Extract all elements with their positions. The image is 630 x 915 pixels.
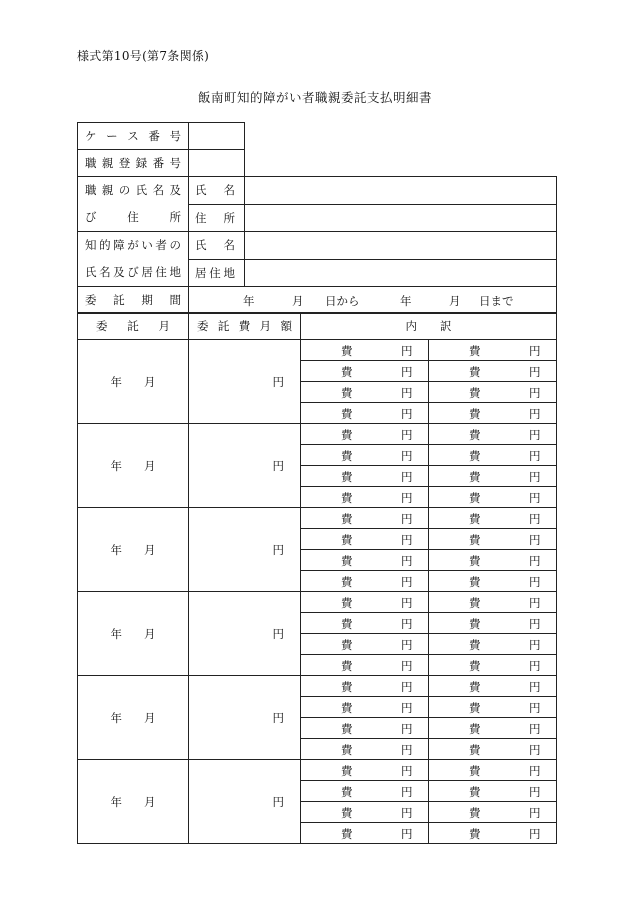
yen-unit: 円 (529, 722, 541, 736)
month-month-unit: 月 (144, 374, 156, 389)
yen-unit: 円 (529, 365, 541, 379)
period-month-1: 月 (292, 294, 304, 308)
fee-label: 費 (341, 491, 353, 505)
breakdown-cell[interactable] (429, 718, 557, 739)
month-cell[interactable] (78, 508, 189, 592)
yen-unit: 円 (529, 743, 541, 757)
month-cell[interactable] (78, 424, 189, 508)
month-month-unit: 月 (144, 710, 156, 725)
yen-unit: 円 (401, 575, 413, 589)
yen-unit: 円 (401, 806, 413, 820)
period-until: 日まで (479, 294, 514, 308)
yen-unit: 円 (401, 554, 413, 568)
breakdown-cell[interactable] (301, 424, 429, 445)
fee-label: 費 (341, 701, 353, 715)
fee-label: 費 (341, 764, 353, 778)
document-title: 飯南町知的障がい者職親委託支払明細書 (197, 90, 432, 105)
yen-unit: 円 (401, 386, 413, 400)
yen-unit: 円 (401, 638, 413, 652)
case-number-field[interactable] (189, 123, 245, 150)
fee-label: 費 (341, 533, 353, 547)
breakdown-cell[interactable] (301, 697, 429, 718)
fee-label: 費 (469, 785, 481, 799)
case-number-label: ケ ー ス 番 号 (78, 123, 189, 150)
month-year-unit: 年 (110, 458, 122, 473)
yen-unit: 円 (529, 785, 541, 799)
breakdown-cell[interactable] (301, 739, 429, 760)
fee-label: 費 (341, 386, 353, 400)
breakdown-cell[interactable] (429, 529, 557, 550)
period-year-2: 年 (400, 294, 412, 308)
fee-label: 費 (341, 470, 353, 484)
breakdown-cell[interactable] (429, 424, 557, 445)
fee-label: 費 (469, 743, 481, 757)
breakdown-cell[interactable] (429, 466, 557, 487)
yen-unit: 円 (401, 701, 413, 715)
header-table (77, 122, 557, 314)
breakdown-cell[interactable] (301, 655, 429, 676)
fee-label: 費 (469, 575, 481, 589)
breakdown-cell[interactable] (429, 676, 557, 697)
yen-unit: 円 (529, 470, 541, 484)
fee-label: 費 (341, 827, 353, 841)
fee-label: 費 (341, 785, 353, 799)
yen-unit: 円 (529, 701, 541, 715)
disabled-person-label: 知 的 障 が い 者 の 氏 名 及 び 居 住 地 (78, 232, 189, 287)
yen-unit: 円 (529, 827, 541, 841)
fee-label: 費 (341, 806, 353, 820)
breakdown-cell[interactable] (429, 340, 557, 361)
breakdown-cell[interactable] (301, 508, 429, 529)
period-year-1: 年 (243, 294, 255, 308)
monthly-fee-cell[interactable]: 円 (189, 424, 301, 508)
yen-unit: 円 (529, 554, 541, 568)
fee-label: 費 (341, 743, 353, 757)
yen-unit: 円 (401, 617, 413, 631)
fee-label: 費 (341, 596, 353, 610)
yen-unit: 円 (529, 659, 541, 673)
breakdown-cell[interactable] (429, 739, 557, 760)
fee-label: 費 (469, 470, 481, 484)
detail-subrow (78, 340, 557, 361)
breakdown-cell[interactable] (301, 403, 429, 424)
fee-label: 費 (469, 701, 481, 715)
fee-label: 費 (469, 554, 481, 568)
fee-label: 費 (341, 680, 353, 694)
breakdown-cell[interactable] (301, 634, 429, 655)
breakdown-cell[interactable] (429, 361, 557, 382)
fee-label: 費 (469, 512, 481, 526)
breakdown-cell[interactable] (301, 613, 429, 634)
yen-unit: 円 (401, 449, 413, 463)
fee-label: 費 (469, 407, 481, 421)
residence-label: 居 住 地 (189, 259, 245, 287)
month-cell[interactable] (78, 760, 189, 844)
breakdown-cell[interactable] (429, 697, 557, 718)
yen-unit: 円 (401, 785, 413, 799)
fee-label: 費 (469, 827, 481, 841)
person-name-label: 氏 名 (189, 232, 245, 260)
yen-unit: 円 (401, 344, 413, 358)
month-year-unit: 年 (110, 794, 122, 809)
breakdown-cell[interactable] (429, 760, 557, 781)
breakdown-cell[interactable] (301, 592, 429, 613)
breakdown-cell[interactable] (301, 760, 429, 781)
month-year-unit: 年 (110, 626, 122, 641)
month-year-unit: 年 (110, 542, 122, 557)
fee-label: 費 (469, 680, 481, 694)
detail-subrow (78, 676, 557, 697)
breakdown-cell[interactable] (301, 676, 429, 697)
monthly-fee-cell[interactable]: 円 (189, 340, 301, 424)
fee-label: 費 (469, 533, 481, 547)
month-cell[interactable] (78, 676, 189, 760)
yen-unit: 円 (401, 827, 413, 841)
residence-field[interactable] (245, 259, 557, 287)
breakdown-cell[interactable] (429, 592, 557, 613)
fee-label: 費 (469, 659, 481, 673)
foster-address-field[interactable] (245, 204, 557, 232)
foster-name-field[interactable] (245, 177, 557, 205)
breakdown-cell[interactable] (429, 655, 557, 676)
fee-label: 費 (341, 428, 353, 442)
breakdown-cell[interactable] (301, 382, 429, 403)
breakdown-cell[interactable] (301, 571, 429, 592)
yen-unit: 円 (401, 722, 413, 736)
yen-unit: 円 (401, 407, 413, 421)
breakdown-cell[interactable] (429, 781, 557, 802)
fee-label: 費 (341, 617, 353, 631)
yen-unit: 円 (401, 596, 413, 610)
detail-subrow (78, 424, 557, 445)
period-from: 日から (325, 294, 360, 308)
period-label: 委 託 期 間 (78, 287, 189, 314)
fee-label: 費 (469, 428, 481, 442)
fee-label: 費 (469, 449, 481, 463)
breakdown-cell[interactable] (429, 571, 557, 592)
yen-unit: 円 (529, 575, 541, 589)
monthly-fee-cell[interactable]: 円 (189, 592, 301, 676)
month-year-unit: 年 (110, 374, 122, 389)
breakdown-cell[interactable] (301, 340, 429, 361)
yen-unit: 円 (401, 764, 413, 778)
breakdown-cell[interactable] (301, 781, 429, 802)
fee-label: 費 (469, 617, 481, 631)
month-month-unit: 月 (144, 458, 156, 473)
fee-label: 費 (341, 638, 353, 652)
fee-label: 費 (341, 575, 353, 589)
month-month-unit: 月 (144, 542, 156, 557)
breakdown-cell[interactable] (301, 550, 429, 571)
breakdown-cell[interactable] (301, 361, 429, 382)
foster-parent-label: 職 親 の 氏 名 及 び 住 所 (78, 177, 189, 232)
yen-unit: 円 (529, 344, 541, 358)
breakdown-cell[interactable] (429, 802, 557, 823)
form-number: 様式第10号(第7条関係) (77, 49, 210, 63)
monthly-fee-cell[interactable]: 円 (189, 676, 301, 760)
fee-label: 費 (341, 344, 353, 358)
fee-label: 費 (469, 722, 481, 736)
detail-table (77, 312, 557, 844)
breakdown-cell[interactable] (429, 487, 557, 508)
col-fee-header: 委 託 費 月 額 (189, 313, 301, 340)
fee-label: 費 (341, 722, 353, 736)
breakdown-cell[interactable] (429, 634, 557, 655)
month-month-unit: 月 (144, 794, 156, 809)
breakdown-cell[interactable] (301, 802, 429, 823)
yen-unit: 円 (529, 596, 541, 610)
breakdown-cell[interactable] (429, 445, 557, 466)
breakdown-cell[interactable] (429, 382, 557, 403)
breakdown-cell[interactable] (429, 823, 557, 844)
fee-label: 費 (469, 764, 481, 778)
month-month-unit: 月 (144, 626, 156, 641)
month-cell[interactable] (78, 340, 189, 424)
fee-label: 費 (469, 596, 481, 610)
fee-label: 費 (469, 638, 481, 652)
fee-label: 費 (341, 512, 353, 526)
detail-subrow (78, 508, 557, 529)
fee-label: 費 (341, 554, 353, 568)
fee-label: 費 (469, 491, 481, 505)
col-breakdown-header: 内 訳 (301, 313, 557, 340)
detail-subrow (78, 760, 557, 781)
month-year-unit: 年 (110, 710, 122, 725)
yen-unit: 円 (401, 470, 413, 484)
month-cell[interactable] (78, 592, 189, 676)
yen-unit: 円 (529, 512, 541, 526)
yen-unit: 円 (401, 491, 413, 505)
foster-address-label: 住 所 (189, 204, 245, 232)
fee-label: 費 (341, 449, 353, 463)
yen-unit: 円 (401, 533, 413, 547)
breakdown-cell[interactable] (301, 445, 429, 466)
monthly-fee-cell[interactable]: 円 (189, 760, 301, 844)
fee-label: 費 (469, 386, 481, 400)
yen-unit: 円 (401, 512, 413, 526)
breakdown-cell[interactable] (301, 466, 429, 487)
fee-label: 費 (341, 407, 353, 421)
monthly-fee-cell[interactable]: 円 (189, 508, 301, 592)
breakdown-cell[interactable] (301, 823, 429, 844)
yen-unit: 円 (401, 743, 413, 757)
yen-unit: 円 (401, 659, 413, 673)
period-field[interactable] (189, 287, 557, 314)
breakdown-cell[interactable] (301, 718, 429, 739)
yen-unit: 円 (529, 764, 541, 778)
breakdown-cell[interactable] (301, 487, 429, 508)
fee-label: 費 (341, 365, 353, 379)
detail-subrow (78, 592, 557, 613)
breakdown-cell[interactable] (429, 508, 557, 529)
yen-unit: 円 (529, 449, 541, 463)
yen-unit: 円 (529, 680, 541, 694)
foster-name-label: 氏 名 (189, 177, 245, 205)
fee-label: 費 (469, 365, 481, 379)
yen-unit: 円 (529, 386, 541, 400)
registration-number-label: 職 親 登 録 番 号 (78, 150, 189, 177)
breakdown-cell[interactable] (301, 529, 429, 550)
yen-unit: 円 (529, 806, 541, 820)
breakdown-cell[interactable] (429, 550, 557, 571)
yen-unit: 円 (401, 428, 413, 442)
col-month-header: 委 託 月 (78, 313, 189, 340)
yen-unit: 円 (529, 533, 541, 547)
yen-unit: 円 (529, 617, 541, 631)
yen-unit: 円 (401, 680, 413, 694)
fee-label: 費 (469, 806, 481, 820)
person-name-field[interactable] (245, 232, 557, 260)
yen-unit: 円 (401, 365, 413, 379)
fee-label: 費 (469, 344, 481, 358)
fee-label: 費 (341, 659, 353, 673)
period-month-2: 月 (449, 294, 461, 308)
breakdown-cell[interactable] (429, 403, 557, 424)
yen-unit: 円 (529, 638, 541, 652)
breakdown-cell[interactable] (429, 613, 557, 634)
registration-number-field[interactable] (189, 150, 245, 177)
yen-unit: 円 (529, 428, 541, 442)
yen-unit: 円 (529, 407, 541, 421)
yen-unit: 円 (529, 491, 541, 505)
